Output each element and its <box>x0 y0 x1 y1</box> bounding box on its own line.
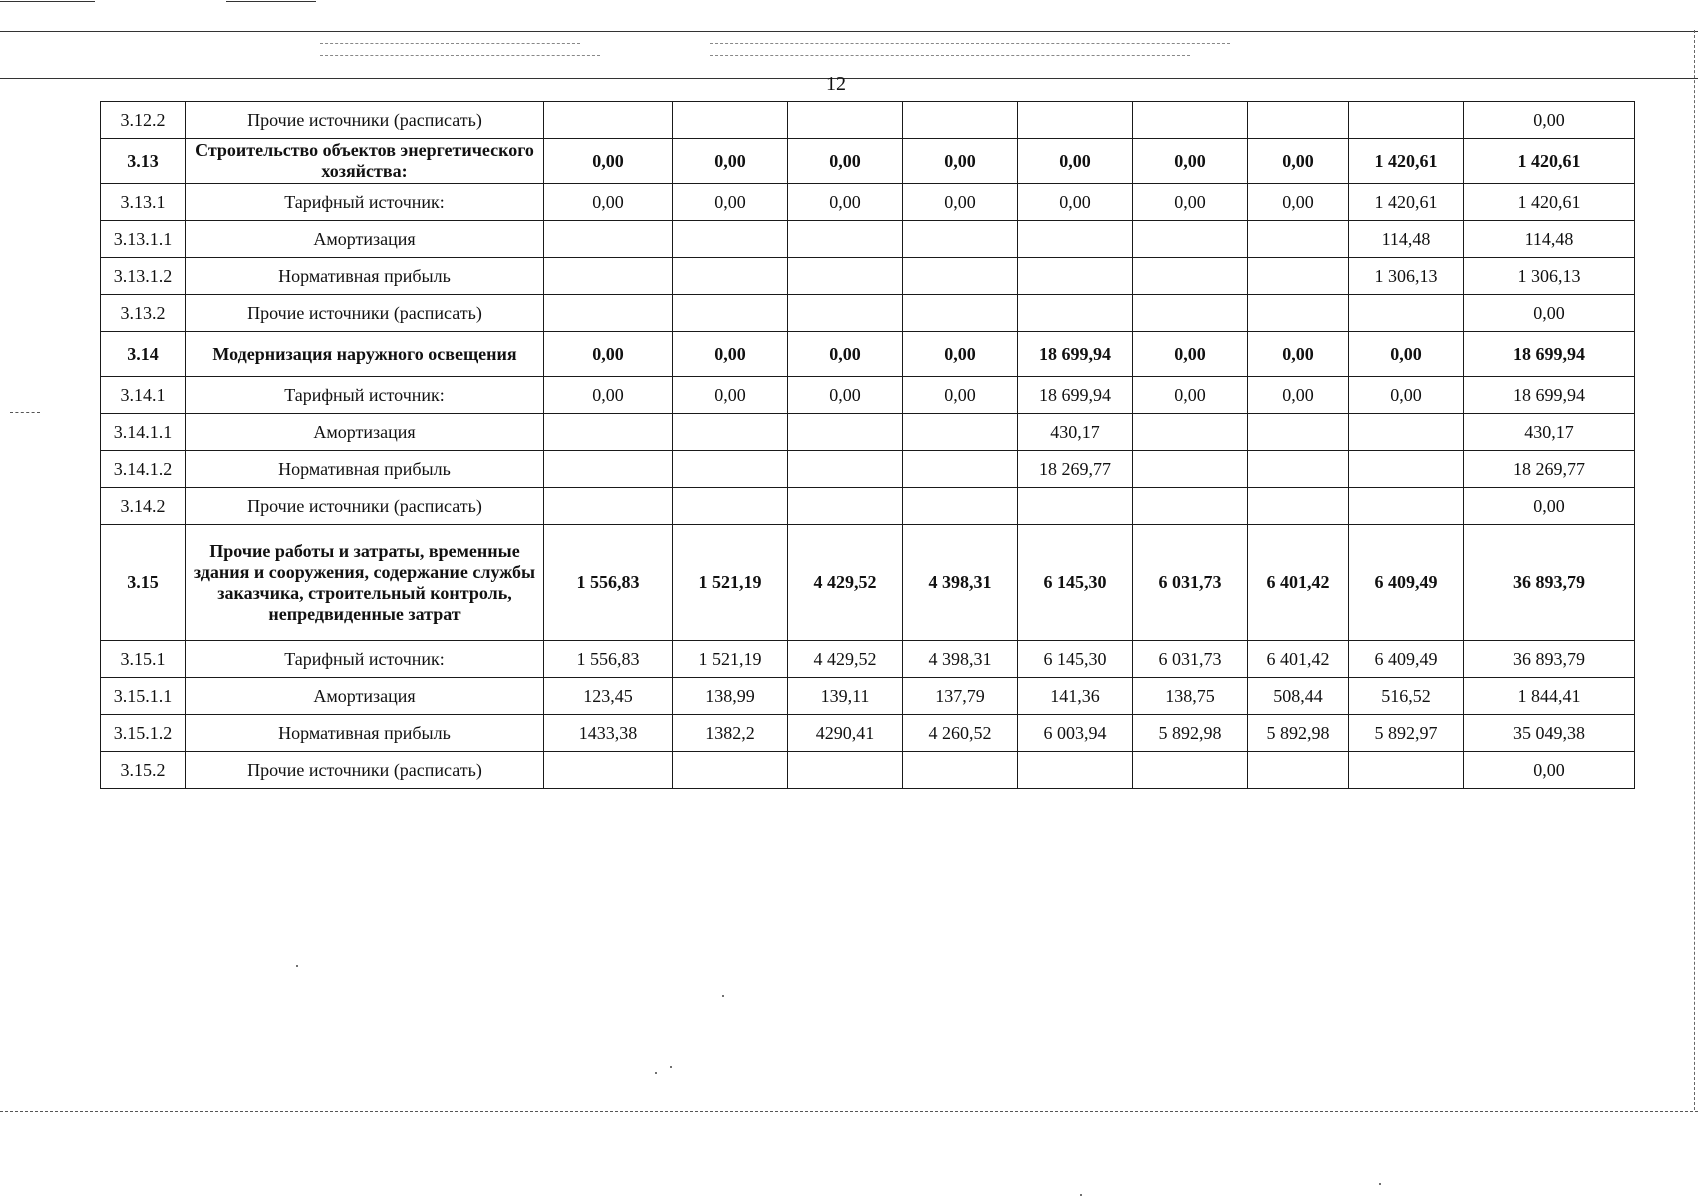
row-value-cell <box>1349 414 1464 451</box>
table-row <box>101 258 1635 295</box>
row-name-cell: Нормативная прибыль <box>186 715 544 752</box>
row-value-cell <box>1133 451 1248 488</box>
row-value-cell <box>673 488 788 525</box>
row-value-cell: 0,00 <box>903 377 1018 414</box>
row-value-cell <box>1018 752 1133 789</box>
table-row <box>101 525 1635 641</box>
row-total-cell: 1 420,61 <box>1464 184 1635 221</box>
row-value-cell: 0,00 <box>903 184 1018 221</box>
row-value-cell <box>903 102 1018 139</box>
row-value-cell: 0,00 <box>1248 377 1349 414</box>
row-value-cell: 138,75 <box>1133 678 1248 715</box>
row-value-cell: 0,00 <box>1133 139 1248 184</box>
row-value-cell <box>903 295 1018 332</box>
row-value-cell <box>544 451 673 488</box>
row-value-cell: 137,79 <box>903 678 1018 715</box>
row-total-cell: 18 699,94 <box>1464 377 1635 414</box>
row-value-cell <box>673 752 788 789</box>
row-value-cell: 0,00 <box>903 332 1018 377</box>
row-value-cell: 123,45 <box>544 678 673 715</box>
row-total-cell: 430,17 <box>1464 414 1635 451</box>
scan-rule-top-mid <box>226 1 316 2</box>
row-value-cell <box>1133 295 1248 332</box>
row-value-cell: 516,52 <box>1349 678 1464 715</box>
row-value-cell <box>1018 488 1133 525</box>
row-total-cell: 18 699,94 <box>1464 332 1635 377</box>
row-value-cell: 6 145,30 <box>1018 525 1133 641</box>
row-value-cell <box>673 295 788 332</box>
row-value-cell: 6 003,94 <box>1018 715 1133 752</box>
row-value-cell: 6 409,49 <box>1349 641 1464 678</box>
page-number: 12 <box>826 73 846 95</box>
row-value-cell <box>1018 258 1133 295</box>
row-value-cell: 138,99 <box>673 678 788 715</box>
row-value-cell <box>903 752 1018 789</box>
row-value-cell: 141,36 <box>1018 678 1133 715</box>
row-number-cell: 3.12.2 <box>101 102 186 139</box>
scan-rule-top-left <box>0 1 95 2</box>
row-value-cell <box>544 102 673 139</box>
scan-rule-header-text-4 <box>710 55 1190 56</box>
row-name-cell: Амортизация <box>186 221 544 258</box>
row-value-cell: 0,00 <box>788 184 903 221</box>
row-name-cell: Нормативная прибыль <box>186 258 544 295</box>
row-number-cell: 3.13.1.2 <box>101 258 186 295</box>
row-value-cell <box>903 258 1018 295</box>
row-value-cell: 1 306,13 <box>1349 258 1464 295</box>
row-value-cell: 6 145,30 <box>1018 641 1133 678</box>
row-value-cell: 1 521,19 <box>673 525 788 641</box>
row-value-cell: 0,00 <box>544 184 673 221</box>
row-number-cell: 3.15 <box>101 525 186 641</box>
row-value-cell: 0,00 <box>788 332 903 377</box>
row-name-cell: Тарифный источник: <box>186 641 544 678</box>
row-value-cell: 0,00 <box>903 139 1018 184</box>
row-total-cell: 1 306,13 <box>1464 258 1635 295</box>
row-value-cell: 430,17 <box>1018 414 1133 451</box>
row-value-cell <box>1133 258 1248 295</box>
table-row <box>101 451 1635 488</box>
row-value-cell: 6 401,42 <box>1248 525 1349 641</box>
row-name-cell: Тарифный источник: <box>186 377 544 414</box>
row-value-cell: 114,48 <box>1349 221 1464 258</box>
row-total-cell: 1 844,41 <box>1464 678 1635 715</box>
row-name-cell: Тарифный источник: <box>186 184 544 221</box>
row-number-cell: 3.14.2 <box>101 488 186 525</box>
row-value-cell: 5 892,97 <box>1349 715 1464 752</box>
scan-rule-header-top <box>0 31 1698 32</box>
row-value-cell: 4 398,31 <box>903 525 1018 641</box>
row-value-cell: 1433,38 <box>544 715 673 752</box>
row-total-cell: 36 893,79 <box>1464 641 1635 678</box>
scan-rule-header-bottom <box>0 78 1698 79</box>
row-total-cell: 0,00 <box>1464 488 1635 525</box>
scan-rule-footer <box>0 1111 1698 1112</box>
row-value-cell: 0,00 <box>1349 377 1464 414</box>
row-name-cell: Амортизация <box>186 678 544 715</box>
row-value-cell: 0,00 <box>1349 332 1464 377</box>
row-name-cell: Прочие источники (расписать) <box>186 488 544 525</box>
row-number-cell: 3.14 <box>101 332 186 377</box>
row-value-cell <box>1349 488 1464 525</box>
row-value-cell <box>903 221 1018 258</box>
row-value-cell: 0,00 <box>788 377 903 414</box>
row-number-cell: 3.13.1 <box>101 184 186 221</box>
row-value-cell: 0,00 <box>544 332 673 377</box>
row-value-cell: 0,00 <box>1133 377 1248 414</box>
row-value-cell: 1 521,19 <box>673 641 788 678</box>
row-value-cell <box>1248 258 1349 295</box>
row-value-cell: 0,00 <box>673 377 788 414</box>
row-number-cell: 3.15.2 <box>101 752 186 789</box>
row-name-cell: Прочие источники (расписать) <box>186 752 544 789</box>
scan-rule-header-text-1 <box>320 43 580 44</box>
table-row <box>101 295 1635 332</box>
row-name-cell: Нормативная прибыль <box>186 451 544 488</box>
row-total-cell: 1 420,61 <box>1464 139 1635 184</box>
row-value-cell <box>1248 451 1349 488</box>
row-value-cell: 508,44 <box>1248 678 1349 715</box>
row-value-cell <box>673 451 788 488</box>
row-value-cell <box>1248 102 1349 139</box>
row-number-cell: 3.13.2 <box>101 295 186 332</box>
row-number-cell: 3.13 <box>101 139 186 184</box>
row-value-cell <box>788 752 903 789</box>
table-row <box>101 641 1635 678</box>
scan-rule-header-text-3 <box>320 55 600 56</box>
row-number-cell: 3.15.1.1 <box>101 678 186 715</box>
row-value-cell <box>1133 488 1248 525</box>
row-value-cell <box>788 258 903 295</box>
row-value-cell: 4 429,52 <box>788 525 903 641</box>
row-value-cell <box>544 258 673 295</box>
row-total-cell: 35 049,38 <box>1464 715 1635 752</box>
row-value-cell <box>673 102 788 139</box>
table-row <box>101 332 1635 377</box>
row-value-cell: 0,00 <box>544 377 673 414</box>
row-value-cell: 0,00 <box>673 184 788 221</box>
row-total-cell: 114,48 <box>1464 221 1635 258</box>
row-value-cell: 0,00 <box>673 332 788 377</box>
row-value-cell <box>903 414 1018 451</box>
row-name-cell: Прочие работы и затраты, временные здания и сооружения, содержание службы заказчика, строительный контроль, непредвиденные затрат <box>186 525 544 641</box>
row-value-cell: 6 031,73 <box>1133 525 1248 641</box>
row-value-cell: 1 556,83 <box>544 641 673 678</box>
row-total-cell: 36 893,79 <box>1464 525 1635 641</box>
row-value-cell: 6 031,73 <box>1133 641 1248 678</box>
row-value-cell <box>1349 102 1464 139</box>
row-value-cell <box>788 295 903 332</box>
scan-speck <box>655 1072 657 1074</box>
row-value-cell <box>1133 414 1248 451</box>
row-value-cell <box>1018 102 1133 139</box>
row-value-cell <box>1018 295 1133 332</box>
row-number-cell: 3.14.1 <box>101 377 186 414</box>
row-value-cell <box>673 414 788 451</box>
row-name-cell: Прочие источники (расписать) <box>186 102 544 139</box>
row-value-cell: 6 401,42 <box>1248 641 1349 678</box>
row-value-cell <box>1349 295 1464 332</box>
row-value-cell <box>1248 752 1349 789</box>
scan-speck <box>722 995 724 997</box>
row-total-cell: 0,00 <box>1464 102 1635 139</box>
row-value-cell: 1382,2 <box>673 715 788 752</box>
scan-speck <box>1080 1194 1082 1196</box>
scan-speck <box>296 965 298 967</box>
row-value-cell <box>544 414 673 451</box>
row-value-cell: 0,00 <box>1248 139 1349 184</box>
row-value-cell: 0,00 <box>1133 184 1248 221</box>
row-value-cell <box>903 488 1018 525</box>
scan-speck <box>670 1066 672 1068</box>
table-row <box>101 377 1635 414</box>
row-value-cell <box>544 752 673 789</box>
table-row <box>101 139 1635 184</box>
investment-table <box>100 101 1635 789</box>
row-value-cell <box>673 221 788 258</box>
table-row <box>101 102 1635 139</box>
row-total-cell: 0,00 <box>1464 752 1635 789</box>
row-total-cell: 0,00 <box>1464 295 1635 332</box>
table-row <box>101 414 1635 451</box>
scan-rule-header-text-2 <box>710 43 1230 44</box>
scan-speck <box>1379 1183 1381 1185</box>
row-value-cell <box>1248 414 1349 451</box>
row-name-cell: Прочие источники (расписать) <box>186 295 544 332</box>
row-value-cell: 1 556,83 <box>544 525 673 641</box>
row-value-cell <box>788 488 903 525</box>
row-value-cell: 5 892,98 <box>1248 715 1349 752</box>
row-value-cell: 0,00 <box>673 139 788 184</box>
row-value-cell <box>1349 752 1464 789</box>
table-body <box>101 102 1635 789</box>
row-value-cell <box>903 451 1018 488</box>
row-value-cell: 0,00 <box>544 139 673 184</box>
row-value-cell <box>673 258 788 295</box>
row-value-cell: 18 269,77 <box>1018 451 1133 488</box>
scan-right-edge <box>1694 30 1695 1110</box>
row-value-cell <box>544 488 673 525</box>
row-value-cell <box>1248 295 1349 332</box>
row-number-cell: 3.15.1 <box>101 641 186 678</box>
row-value-cell: 4 429,52 <box>788 641 903 678</box>
table-row <box>101 184 1635 221</box>
row-number-cell: 3.14.1.1 <box>101 414 186 451</box>
table-row <box>101 678 1635 715</box>
row-value-cell <box>788 102 903 139</box>
row-name-cell: Амортизация <box>186 414 544 451</box>
row-value-cell: 0,00 <box>1133 332 1248 377</box>
row-value-cell <box>1349 451 1464 488</box>
row-value-cell <box>1133 221 1248 258</box>
row-value-cell: 4 260,52 <box>903 715 1018 752</box>
row-total-cell: 18 269,77 <box>1464 451 1635 488</box>
row-name-cell: Модернизация наружного освещения <box>186 332 544 377</box>
row-value-cell: 0,00 <box>1018 184 1133 221</box>
row-value-cell: 1 420,61 <box>1349 139 1464 184</box>
row-value-cell: 139,11 <box>788 678 903 715</box>
table-row <box>101 488 1635 525</box>
scan-left-mark <box>10 412 40 413</box>
row-value-cell <box>1133 102 1248 139</box>
row-number-cell: 3.15.1.2 <box>101 715 186 752</box>
row-value-cell: 0,00 <box>1248 184 1349 221</box>
row-value-cell <box>1133 752 1248 789</box>
row-value-cell: 5 892,98 <box>1133 715 1248 752</box>
row-value-cell: 1 420,61 <box>1349 184 1464 221</box>
row-number-cell: 3.14.1.2 <box>101 451 186 488</box>
row-value-cell: 0,00 <box>788 139 903 184</box>
row-value-cell: 4290,41 <box>788 715 903 752</box>
row-value-cell: 4 398,31 <box>903 641 1018 678</box>
row-value-cell: 18 699,94 <box>1018 332 1133 377</box>
row-value-cell <box>544 295 673 332</box>
row-number-cell: 3.13.1.1 <box>101 221 186 258</box>
row-value-cell <box>1018 221 1133 258</box>
row-value-cell: 18 699,94 <box>1018 377 1133 414</box>
row-value-cell: 0,00 <box>1018 139 1133 184</box>
row-value-cell: 6 409,49 <box>1349 525 1464 641</box>
row-value-cell <box>788 414 903 451</box>
row-value-cell <box>544 221 673 258</box>
row-name-cell: Строительство объектов энергетического хозяйства: <box>186 139 544 184</box>
row-value-cell <box>788 451 903 488</box>
row-value-cell <box>1248 221 1349 258</box>
row-value-cell: 0,00 <box>1248 332 1349 377</box>
row-value-cell <box>1248 488 1349 525</box>
row-value-cell <box>788 221 903 258</box>
table-row <box>101 221 1635 258</box>
table-row <box>101 715 1635 752</box>
table-row <box>101 752 1635 789</box>
